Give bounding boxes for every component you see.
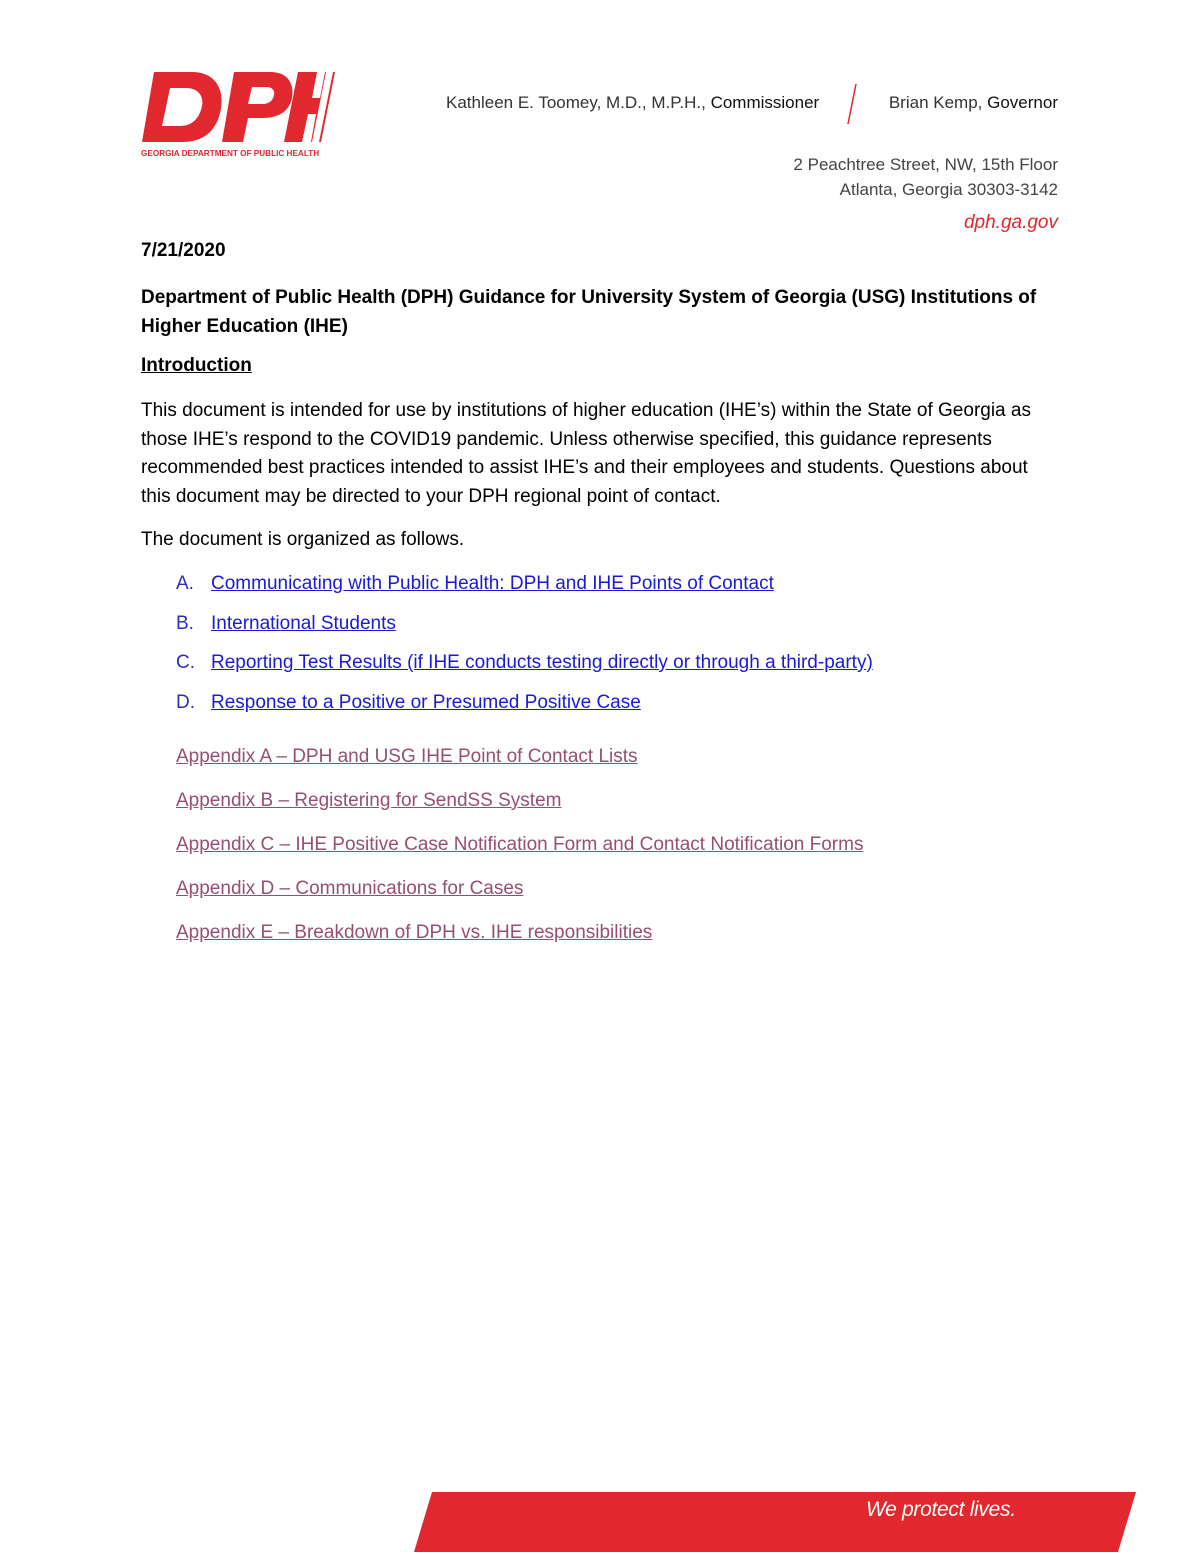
toc-link-international-students[interactable]: International Students xyxy=(211,612,396,634)
document-date: 7/21/2020 xyxy=(141,240,226,261)
commissioner-block xyxy=(446,93,819,113)
toc-letter: D. xyxy=(176,691,195,713)
toc-letter: C. xyxy=(176,652,195,673)
dph-logo xyxy=(140,68,335,160)
appendix-item xyxy=(176,922,863,966)
toc-item-b xyxy=(176,613,873,653)
logo-subtitle: GEORGIA DEPARTMENT OF PUBLIC HEALTH xyxy=(141,149,320,158)
governor-title: Governor xyxy=(987,93,1058,112)
slash-divider xyxy=(846,83,858,125)
governor-name: Brian Kemp, xyxy=(888,93,983,112)
introduction-paragraph: This document is intended for use by institutions of higher education (IHE’s) within the State of Georgia as those IHE’s respond to the COVID19 pandemic. Unless otherwise specified, this guidance represents recommended best practices intended to assist IHE’s and their employees and students. Questions about this document may be directed to your DPH regional point of contact. xyxy=(141,400,1031,507)
appendix-item xyxy=(176,746,863,790)
toc-letter: B. xyxy=(176,612,194,634)
appendix-item xyxy=(176,878,863,922)
appendix-item xyxy=(176,790,863,834)
governor-block xyxy=(889,93,1058,113)
document-title: Department of Public Health (DPH) Guidance for University System of Georgia (USG) Institutions of Higher Education (IHE) xyxy=(141,287,1037,337)
website-link[interactable]: dph.ga.gov xyxy=(963,212,1058,233)
toc-link-positive-case-response[interactable]: Response to a Positive or Presumed Positive Case xyxy=(211,691,641,713)
footer-band xyxy=(414,1492,1136,1552)
introduction-heading: Introduction xyxy=(141,355,252,376)
toc-link-reporting-test-results[interactable]: Reporting Test Results (if IHE conducts testing directly or through a third-party) xyxy=(211,652,873,673)
appendix-d-link[interactable]: Appendix D – Communications for Cases xyxy=(176,878,524,899)
toc-item-d xyxy=(176,692,873,732)
toc-item-a xyxy=(176,573,873,613)
appendix-list xyxy=(176,746,863,966)
toc-link-points-of-contact[interactable]: Communicating with Public Health: DPH and IHE Points of Contact xyxy=(211,573,774,594)
organized-text: The document is organized as follows. xyxy=(141,529,465,550)
appendix-b-link[interactable]: Appendix B – Registering for SendSS System xyxy=(176,790,562,811)
commissioner-name: Kathleen E. Toomey, M.D., M.P.H., xyxy=(446,93,706,112)
address-line-1: 2 Peachtree Street, NW, 15th Floor xyxy=(793,155,1058,174)
toc-item-c xyxy=(176,652,873,692)
appendix-e-link[interactable]: Appendix E – Breakdown of DPH vs. IHE responsibilities xyxy=(176,922,653,943)
address-line-2: Atlanta, Georgia 30303-3142 xyxy=(839,180,1058,199)
appendix-item xyxy=(176,834,863,878)
address-block xyxy=(793,152,1058,202)
commissioner-title: Commissioner xyxy=(710,93,820,112)
toc-letter: A. xyxy=(176,573,194,594)
table-of-contents xyxy=(176,573,873,731)
officials-line xyxy=(446,93,1058,121)
footer-tagline: We protect lives. xyxy=(866,1498,1016,1521)
appendix-c-link[interactable]: Appendix C – IHE Positive Case Notification Form and Contact Notification Forms xyxy=(176,834,864,855)
appendix-a-link[interactable]: Appendix A – DPH and USG IHE Point of Contact Lists xyxy=(176,746,638,767)
